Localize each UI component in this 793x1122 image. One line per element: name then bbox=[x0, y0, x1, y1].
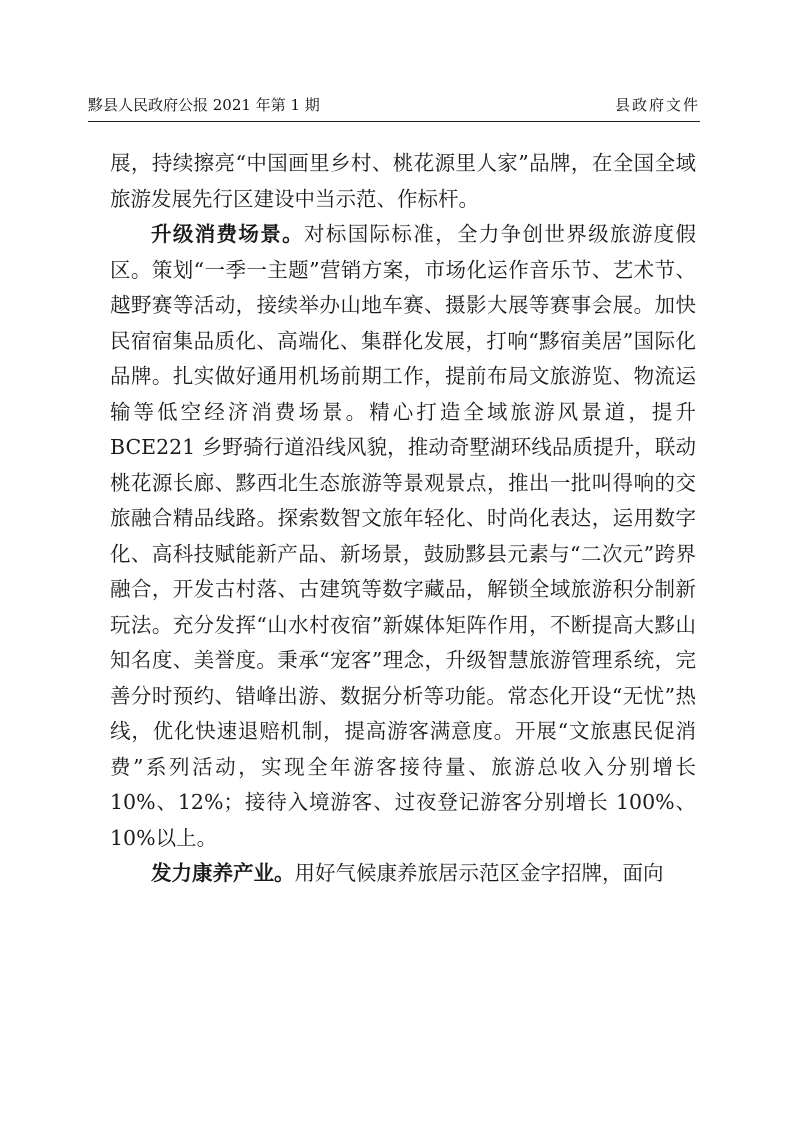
paragraph-text: 展，持续擦亮“中国画里乡村、桃花源里人家”品牌，在全国全域旅游发展先行区建设中当示范、作标杆。 bbox=[110, 151, 696, 211]
page-header bbox=[88, 92, 700, 116]
document-body bbox=[110, 146, 696, 892]
paragraph-heading: 发力康养产业。 bbox=[151, 861, 295, 885]
header-divider bbox=[88, 121, 700, 122]
paragraph-wellness-industry bbox=[110, 856, 696, 892]
header-publication-title: 黟县人民政府公报 2021 年第 1 期 bbox=[88, 96, 320, 114]
header-section-title: 县政府文件 bbox=[614, 96, 700, 114]
paragraph-continuation bbox=[110, 146, 696, 217]
paragraph-text: 用好气候康养旅居示范区金字招牌，面向 bbox=[294, 861, 664, 885]
paragraph-text: 对标国际标准，全力争创世界级旅游度假区。策划“一季一主题”营销方案，市场化运作音乐节、艺术节、越野赛等活动，接续举办山地车赛、摄影大展等赛事会展。加快民宿宿集品质化、高端化、集群化发展，打响“黟宿美居”国际化品牌。扎实做好通用机场前期工作，提前布局文旅游览、物流运输等低空经济消费场景。精心打造全域旅游风景道，提升 BCE221 乡野骑行道沿线风貌，推动奇墅湖环线品质提升，联动桃花源长廊、黟西北生态旅游等景观景点，推出一批叫得响的交旅融合精品线路。探索数智文旅年轻化、时尚化表达，运用数字化、高科技赋能新产品、新场景，鼓励黟县元素与“二次元”跨界融合，开发古村落、古建筑等数字藏品，解锁全域旅游积分制新玩法。充分发挥“山水村夜宿”新媒体矩阵作用，不断提高大黟山知名度、美誉度。秉承“宠客”理念，升级智慧旅游管理系统，完善分时预约、错峰出游、数据分析等功能。常态化开设“无忧”热线，优化快速退赔机制，提高游客满意度。开展“文旅惠民促消费”系列活动，实现全年游客接待量、旅游总收入分别增长 10%、12%；接待入境游客、过夜登记游客分别增长 100%、10%以上。 bbox=[110, 222, 697, 850]
paragraph-consumption-scenes bbox=[110, 217, 696, 856]
paragraph-heading: 升级消费场景。 bbox=[151, 222, 304, 246]
